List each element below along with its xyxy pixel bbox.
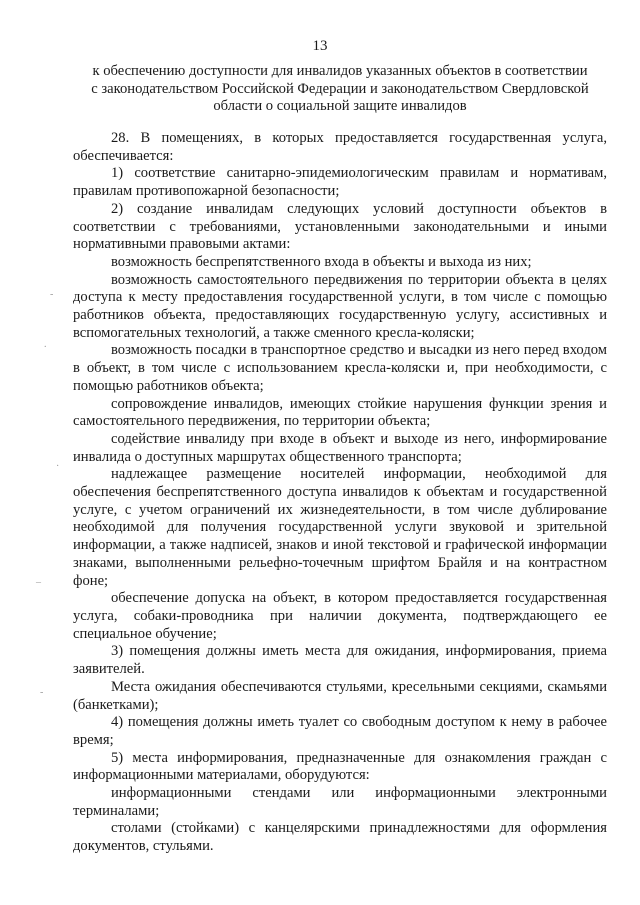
paragraph-sub: информационными стендами или информационными электронными терминалами; [73,785,607,819]
scan-artifact: . [44,339,47,350]
header-line: к обеспечению доступности для инвалидов указанных объектов в соответствии [92,63,588,79]
paragraph-item-5: 5) места информирования, предназначенные для ознакомления граждан с информационными материалами, оборудуются: [73,749,607,784]
paragraph-sub: сопровождение инвалидов, имеющих стойкие нарушения функции зрения и самостоятельного передвижения, по территории объекта; [73,395,607,430]
scan-artifact: · [56,461,60,472]
paragraph-sub: столами (стойками) с канцелярскими принадлежностями для оформления документов, стульями. [73,820,607,855]
header-line: с законодательством Российской Федерации и законодательством Свердловской [91,80,589,97]
scan-artifact: - [40,687,44,698]
paragraph-28: 28. В помещениях, в которых предоставляется государственная услуга, обеспечивается: [73,130,607,164]
paragraph-sub: содействие инвалиду при входе в объект и выходе из него, информирование инвалида о доступных маршрутах общественного транспорта; [73,430,607,465]
paragraph-item-3: 3) помещения должны иметь места для ожидания, информирования, приема заявителей. [73,643,607,678]
paragraph-item-1: 1) соответствие санитарно-эпидемиологическим правилам и нормативам, правилам противопожарной безопасности; [73,165,607,200]
paragraph-sub: обеспечение допуска на объект, в котором предоставляется государственная услуга, собаки-проводника при наличии документа, подтверждающего ее специальное обучение; [73,590,607,642]
paragraph-sub: возможность беспрепятственного входа в объекты и выхода из них; [111,253,532,270]
scan-artifact: - [50,289,54,300]
paragraph-sub: надлежащее размещение носителей информации, необходимой для обеспечения беспрепятственного доступа инвалидов к объектам и государственной услуге, с учетом ограничений их жизнедеятельности, в том числе дублирование необходимой для получения государственной услуги звуковой и зрительной информации, а также надписей, знаков и иной текстовой и графической информации знаками, выполненными рельефно-точечным шрифтом Брайля и на контрастном фоне; [73,466,607,589]
section-header [70,63,610,116]
page-number: 13 [312,38,328,54]
document-body [73,130,607,856]
header-line: области о социальной защите инвалидов [213,98,467,114]
paragraph-sub: возможность самостоятельного передвижения по территории объекта в целях доступа к месту предоставления государственной услуги, в том числе с помощью работников объекта, предоставляющих государственную услугу, ассистивных и вспомогательных технологий, а также сменного кресла-коляски; [73,271,607,341]
scan-artifact: _ [36,573,41,584]
paragraph-sub: Места ожидания обеспечиваются стульями, кресельными секциями, скамьями (банкетками); [73,678,607,713]
paragraph-sub: возможность посадки в транспортное средство и высадки из него перед входом в объект, в том числе с использованием кресла-коляски и, при необходимости, с помощью работников объекта; [73,342,607,394]
paragraph-item-4: 4) помещения должны иметь туалет со свободным доступом к нему в рабочее время; [73,714,607,748]
paragraph-item-2: 2) создание инвалидам следующих условий доступности объектов в соответствии с требованиями, установленными законодательными и иными нормативными правовыми актами: [73,200,607,253]
